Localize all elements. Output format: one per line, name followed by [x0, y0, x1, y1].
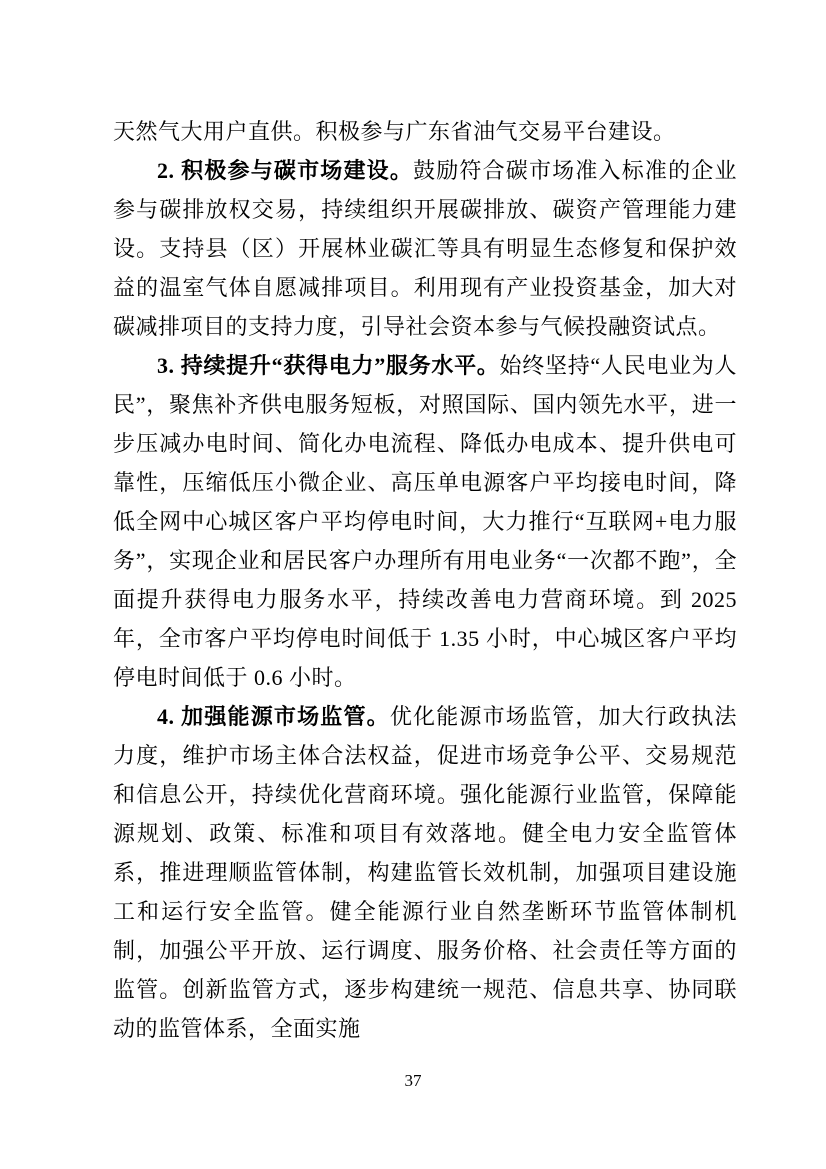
- paragraph-lead: 2. 积极参与碳市场建设。: [157, 158, 414, 183]
- paragraph-body: 天然气大用户直供。积极参与广东省油气交易平台建设。: [113, 119, 676, 144]
- paragraph-body: 鼓励符合碳市场准入标准的企业参与碳排放权交易，持续组织开展碳排放、碳资产管理能力建设。支持县（区）开展林业碳汇等具有明显生态修复和保护效益的温室气体自愿减排项目。利用现有产业投资基金，加大对碳减排项目的支持力度，引导社会资本参与气候投融资试点。: [113, 158, 737, 339]
- paragraph-lead: 4. 加强能源市场监管。: [157, 704, 390, 729]
- paragraph-body: 始终坚持“人民电业为人民”，聚焦补齐供电服务短板，对照国际、国内领先水平，进一步压减办电时间、简化办电流程、降低办电成本、提升供电可靠性，压缩低压小微企业、高压单电源客户平均接电时间，降低全网中心城区客户平均停电时间，大力推行“互联网+电力服务”，实现企业和居民客户办理所有用电业务“一次都不跑”，全面提升获得电力服务水平，持续改善电力营商环境。到 2025 年，全市客户平均停电时间低于 1.35 小时，中心城区客户平均停电时间低于 0.6 小时。: [113, 353, 737, 690]
- paragraph-body: 优化能源市场监管，加大行政执法力度，维护市场主体合法权益，促进市场竞争公平、交易规范和信息公开，持续优化营商环境。强化能源行业监管，保障能源规划、政策、标准和项目有效落地。健全电力安全监管体系，推进理顺监管体制，构建监管长效机制，加强项目建设施工和运行安全监管。健全能源行业自然垄断环节监管体制机制，加强公平开放、运行调度、服务价格、社会责任等方面的监管。创新监管方式，逐步构建统一规范、信息共享、协同联动的监管体系，全面实施: [113, 704, 737, 1041]
- document-content: [113, 112, 737, 1048]
- paragraph-lead: 3. 持续提升“获得电力”服务水平。: [157, 353, 500, 378]
- paragraph-carbon-market: [113, 151, 737, 346]
- paragraph-continuation: [113, 112, 737, 151]
- paragraph-energy-market-regulation: [113, 697, 737, 1048]
- paragraph-electric-power-service: [113, 346, 737, 697]
- page-number: 37: [404, 1071, 422, 1090]
